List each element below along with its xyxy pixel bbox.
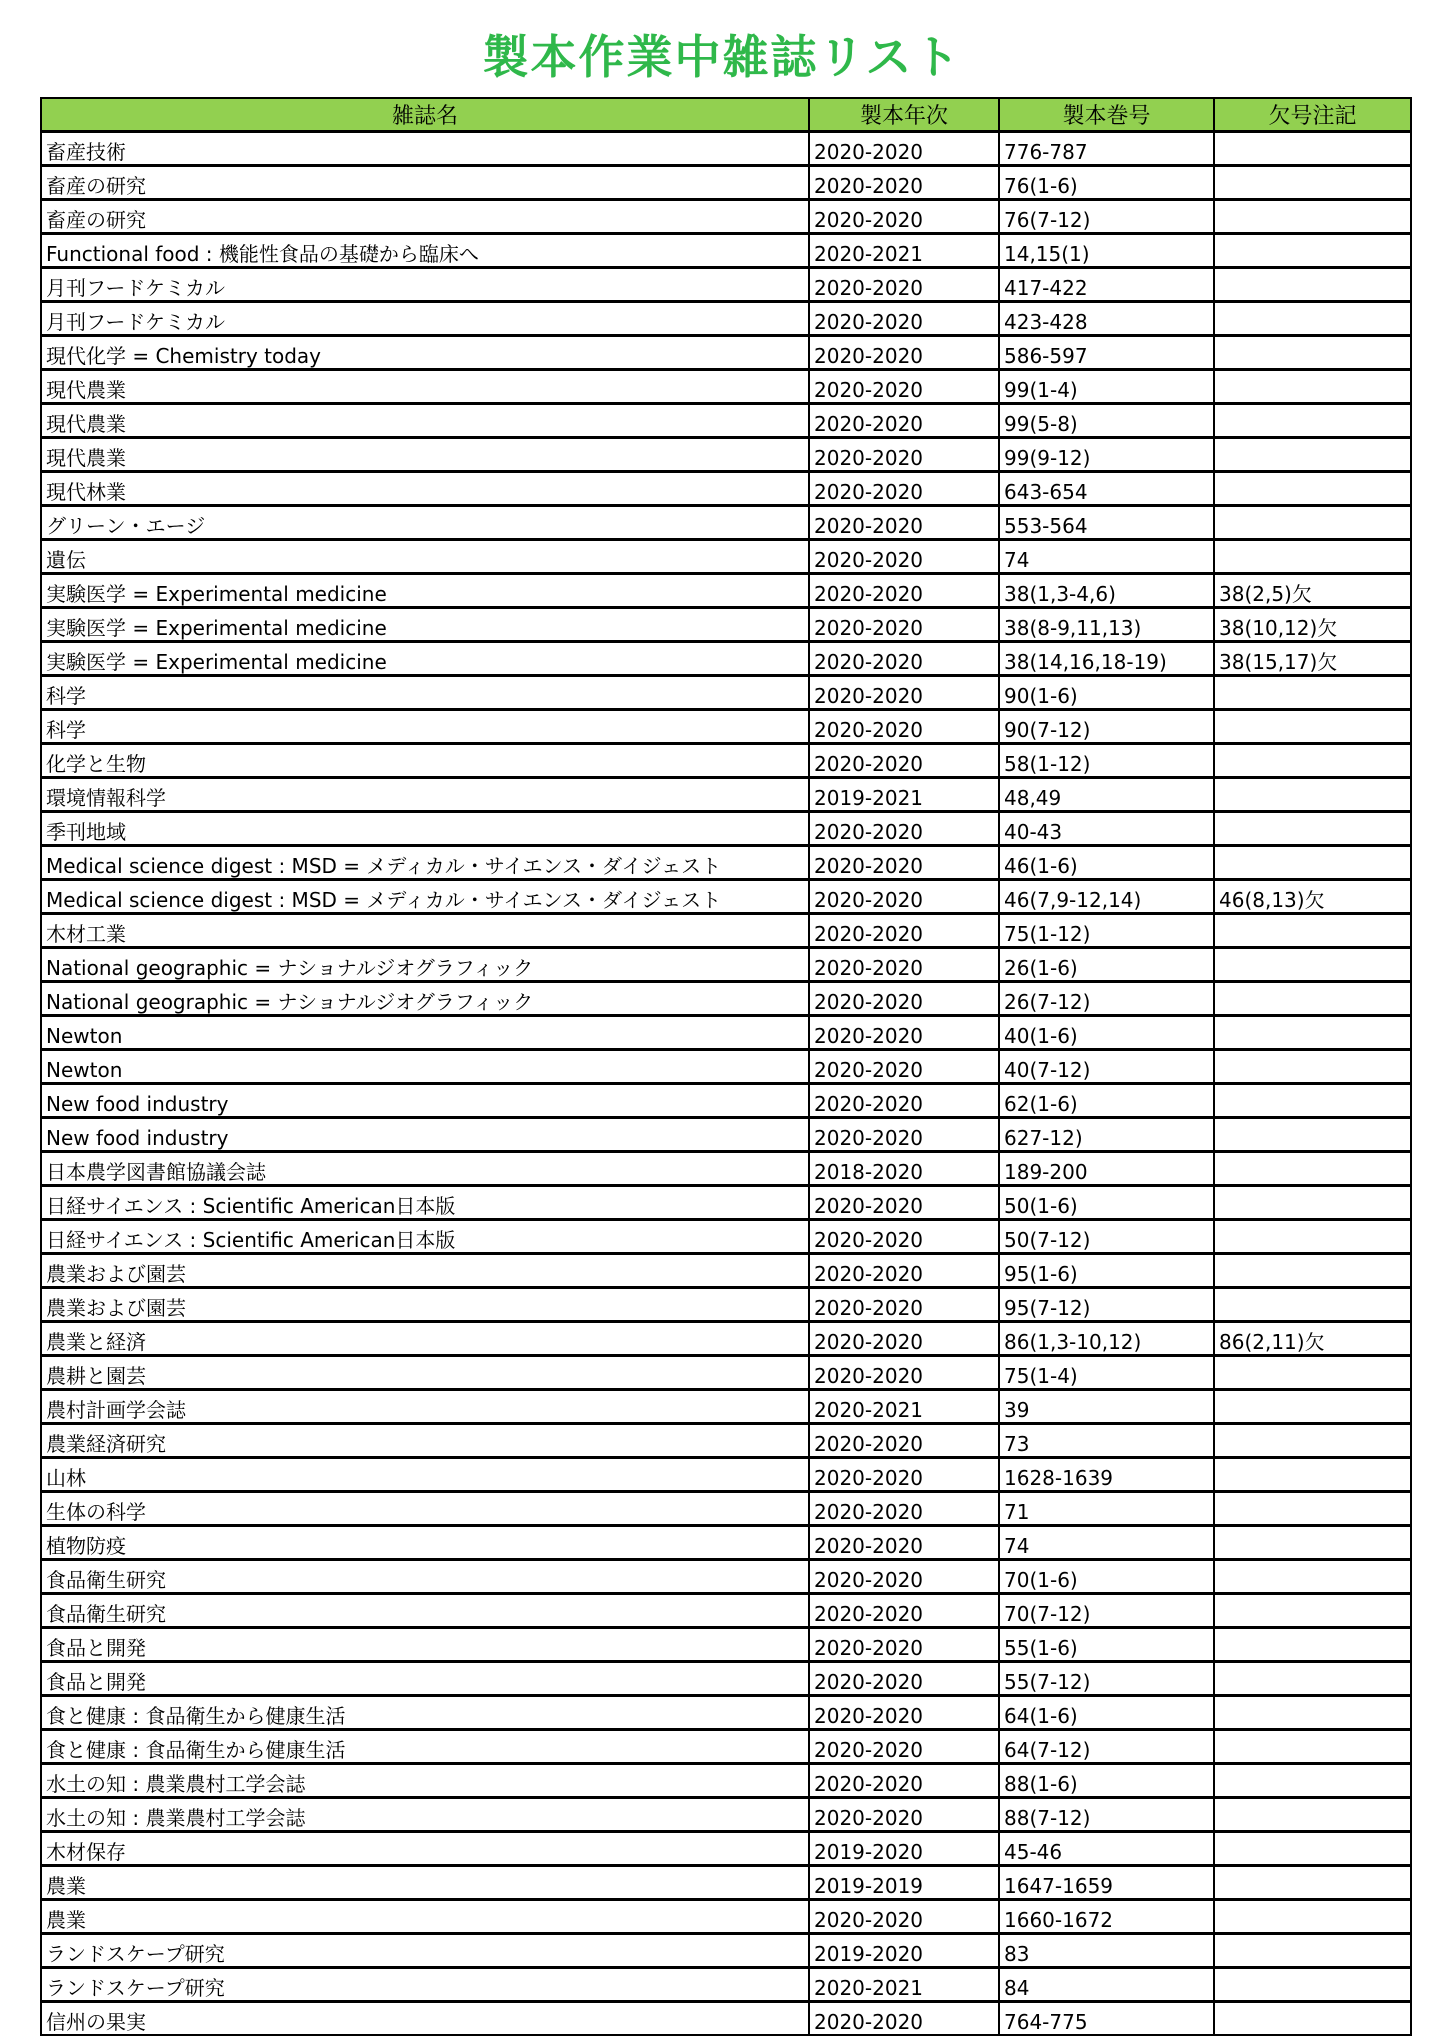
binding-year-cell: 2020-2020 [809,1492,999,1526]
missing-note-cell [1214,1798,1411,1832]
table-row [41,1322,1411,1356]
missing-note-cell [1214,200,1411,234]
binding-volume-cell: 40(1-6) [999,1016,1214,1050]
binding-volume-cell: 75(1-4) [999,1356,1214,1390]
table-header [41,98,1411,132]
journal-name-cell: 月刊フードケミカル [41,302,809,336]
journal-name-cell: 現代農業 [41,370,809,404]
table-row [41,506,1411,540]
binding-year-cell: 2020-2020 [809,1016,999,1050]
journal-name-cell: 化学と生物 [41,744,809,778]
binding-year-cell: 2020-2020 [809,1118,999,1152]
binding-year-cell: 2020-2020 [809,1424,999,1458]
table-row [41,438,1411,472]
binding-year-cell: 2019-2020 [809,1832,999,1866]
binding-volume-cell: 86(1,3-10,12) [999,1322,1214,1356]
binding-year-cell: 2020-2020 [809,1628,999,1662]
table-body [41,132,1411,2036]
journal-name-cell: 月刊フードケミカル [41,268,809,302]
table-row [41,370,1411,404]
missing-note-cell [1214,1866,1411,1900]
missing-note-cell [1214,404,1411,438]
binding-volume-cell: 417-422 [999,268,1214,302]
table-row [41,1594,1411,1628]
table-row [41,1696,1411,1730]
binding-year-cell: 2020-2020 [809,642,999,676]
journal-name-cell: ランドスケープ研究 [41,1934,809,1968]
table-row [41,1288,1411,1322]
table-row [41,744,1411,778]
binding-year-cell: 2020-2020 [809,1696,999,1730]
missing-note-cell [1214,1628,1411,1662]
missing-note-cell [1214,2002,1411,2036]
journal-name-cell: 現代農業 [41,404,809,438]
binding-volume-cell: 553-564 [999,506,1214,540]
binding-year-cell: 2020-2020 [809,336,999,370]
missing-note-cell [1214,1424,1411,1458]
journal-name-cell: 信州の果実 [41,2002,809,2036]
missing-note-cell: 38(10,12)欠 [1214,608,1411,642]
binding-year-cell: 2020-2020 [809,540,999,574]
table-row [41,1492,1411,1526]
table-row [41,472,1411,506]
binding-year-cell: 2020-2020 [809,846,999,880]
binding-year-cell: 2020-2020 [809,880,999,914]
table-row [41,914,1411,948]
missing-note-cell [1214,132,1411,166]
journal-name-cell: 日経サイエンス : Scientific American日本版 [41,1186,809,1220]
binding-volume-cell: 39 [999,1390,1214,1424]
missing-note-cell [1214,778,1411,812]
table-row [41,710,1411,744]
missing-note-cell [1214,506,1411,540]
column-header-binding-volume: 製本巻号 [999,98,1214,132]
journal-name-cell: 生体の科学 [41,1492,809,1526]
missing-note-cell [1214,1696,1411,1730]
journal-name-cell: 実験医学 = Experimental medicine [41,642,809,676]
binding-year-cell: 2020-2020 [809,200,999,234]
binding-volume-cell: 764-775 [999,2002,1214,2036]
binding-volume-cell: 99(5-8) [999,404,1214,438]
table-row [41,574,1411,608]
binding-year-cell: 2020-2020 [809,268,999,302]
missing-note-cell [1214,1152,1411,1186]
binding-volume-cell: 84 [999,1968,1214,2002]
journal-name-cell: 科学 [41,676,809,710]
binding-volume-cell: 40-43 [999,812,1214,846]
binding-volume-cell: 26(1-6) [999,948,1214,982]
binding-volume-cell: 90(1-6) [999,676,1214,710]
binding-volume-cell: 64(7-12) [999,1730,1214,1764]
journal-name-cell: 植物防疫 [41,1526,809,1560]
binding-year-cell: 2020-2020 [809,1662,999,1696]
table-row [41,1050,1411,1084]
journal-name-cell: 木材工業 [41,914,809,948]
journal-name-cell: 農村計画学会誌 [41,1390,809,1424]
binding-volume-cell: 76(1-6) [999,166,1214,200]
table-row [41,1628,1411,1662]
table-row [41,846,1411,880]
journal-name-cell: 農業および園芸 [41,1288,809,1322]
journal-name-cell: 現代林業 [41,472,809,506]
missing-note-cell [1214,438,1411,472]
binding-volume-cell: 55(7-12) [999,1662,1214,1696]
table-row [41,336,1411,370]
column-header-journal-name: 雑誌名 [41,98,809,132]
missing-note-cell [1214,370,1411,404]
table-row [41,1832,1411,1866]
journal-name-cell: 環境情報科学 [41,778,809,812]
binding-year-cell: 2020-2020 [809,506,999,540]
missing-note-cell [1214,1764,1411,1798]
binding-volume-cell: 50(1-6) [999,1186,1214,1220]
binding-volume-cell: 74 [999,1526,1214,1560]
journal-name-cell: 水土の知 : 農業農村工学会誌 [41,1798,809,1832]
binding-volume-cell: 95(7-12) [999,1288,1214,1322]
binding-volume-cell: 643-654 [999,472,1214,506]
journal-name-cell: 日経サイエンス : Scientific American日本版 [41,1220,809,1254]
binding-year-cell: 2018-2020 [809,1152,999,1186]
table-row [41,1118,1411,1152]
missing-note-cell [1214,1050,1411,1084]
binding-volume-cell: 38(8-9,11,13) [999,608,1214,642]
journal-name-cell: 食品と開発 [41,1662,809,1696]
binding-volume-cell: 189-200 [999,1152,1214,1186]
table-row [41,1866,1411,1900]
missing-note-cell [1214,1900,1411,1934]
page-title: 製本作業中雑誌リスト [482,30,962,84]
journal-name-cell: 食品衛生研究 [41,1560,809,1594]
missing-note-cell [1214,1832,1411,1866]
missing-note-cell [1214,744,1411,778]
table-row [41,812,1411,846]
binding-year-cell: 2020-2020 [809,1798,999,1832]
binding-year-cell: 2019-2021 [809,778,999,812]
binding-volume-cell: 627-12) [999,1118,1214,1152]
binding-year-cell: 2020-2020 [809,1764,999,1798]
missing-note-cell [1214,1594,1411,1628]
missing-note-cell: 46(8,13)欠 [1214,880,1411,914]
journal-name-cell: New food industry [41,1084,809,1118]
journal-name-cell: Newton [41,1016,809,1050]
binding-volume-cell: 71 [999,1492,1214,1526]
missing-note-cell [1214,1458,1411,1492]
table-row [41,2002,1411,2036]
journal-name-cell: 食品衛生研究 [41,1594,809,1628]
binding-year-cell: 2019-2020 [809,1934,999,1968]
missing-note-cell [1214,1084,1411,1118]
journal-name-cell: Newton [41,1050,809,1084]
missing-note-cell [1214,1560,1411,1594]
binding-year-cell: 2020-2020 [809,948,999,982]
binding-volume-cell: 99(9-12) [999,438,1214,472]
binding-year-cell: 2020-2020 [809,438,999,472]
binding-volume-cell: 50(7-12) [999,1220,1214,1254]
binding-volume-cell: 48,49 [999,778,1214,812]
journal-name-cell: National geographic = ナショナルジオグラフィック [41,948,809,982]
binding-volume-cell: 74 [999,540,1214,574]
journal-name-cell: 食と健康 : 食品衛生から健康生活 [41,1730,809,1764]
binding-year-cell: 2020-2020 [809,914,999,948]
table-row [41,676,1411,710]
table-row [41,1900,1411,1934]
binding-volume-cell: 64(1-6) [999,1696,1214,1730]
missing-note-cell: 38(15,17)欠 [1214,642,1411,676]
journal-name-cell: 農業経済研究 [41,1424,809,1458]
missing-note-cell [1214,1356,1411,1390]
binding-volume-cell: 38(14,16,18-19) [999,642,1214,676]
table-row [41,1662,1411,1696]
journal-name-cell: 農業および園芸 [41,1254,809,1288]
table-row [41,1730,1411,1764]
journal-name-cell: 日本農学図書館協議会誌 [41,1152,809,1186]
table-row [41,200,1411,234]
table-row [41,268,1411,302]
binding-volume-cell: 1647-1659 [999,1866,1214,1900]
journal-name-cell: 食と健康 : 食品衛生から健康生活 [41,1696,809,1730]
missing-note-cell [1214,1934,1411,1968]
missing-note-cell [1214,1118,1411,1152]
binding-year-cell: 2020-2020 [809,744,999,778]
binding-year-cell: 2020-2020 [809,676,999,710]
journal-name-cell: 現代化学 = Chemistry today [41,336,809,370]
table-row [41,1424,1411,1458]
missing-note-cell [1214,302,1411,336]
journal-list-table [40,97,1412,2036]
missing-note-cell [1214,1390,1411,1424]
binding-year-cell: 2020-2020 [809,1900,999,1934]
binding-volume-cell: 776-787 [999,132,1214,166]
header-row [41,98,1411,132]
missing-note-cell [1214,1016,1411,1050]
binding-year-cell: 2020-2020 [809,1594,999,1628]
binding-year-cell: 2020-2020 [809,132,999,166]
binding-year-cell: 2020-2020 [809,1084,999,1118]
binding-volume-cell: 1660-1672 [999,1900,1214,1934]
binding-volume-cell: 55(1-6) [999,1628,1214,1662]
binding-volume-cell: 1628-1639 [999,1458,1214,1492]
missing-note-cell [1214,812,1411,846]
binding-volume-cell: 58(1-12) [999,744,1214,778]
binding-volume-cell: 586-597 [999,336,1214,370]
binding-year-cell: 2020-2021 [809,1968,999,2002]
binding-year-cell: 2020-2021 [809,234,999,268]
journal-name-cell: 畜産技術 [41,132,809,166]
journal-name-cell: グリーン・エージ [41,506,809,540]
binding-year-cell: 2020-2020 [809,574,999,608]
table-row [41,608,1411,642]
binding-volume-cell: 90(7-12) [999,710,1214,744]
table-row [41,1152,1411,1186]
journal-name-cell: 木材保存 [41,1832,809,1866]
missing-note-cell [1214,1526,1411,1560]
binding-year-cell: 2020-2020 [809,812,999,846]
journal-name-cell: 農業 [41,1866,809,1900]
binding-year-cell: 2020-2020 [809,166,999,200]
table-row [41,1390,1411,1424]
table-row [41,234,1411,268]
journal-name-cell: 水土の知 : 農業農村工学会誌 [41,1764,809,1798]
journal-name-cell: 科学 [41,710,809,744]
table-row [41,1220,1411,1254]
binding-year-cell: 2020-2020 [809,1560,999,1594]
table-row [41,1526,1411,1560]
table-row [41,1934,1411,1968]
table-row [41,1186,1411,1220]
binding-year-cell: 2020-2020 [809,1356,999,1390]
binding-year-cell: 2020-2020 [809,1220,999,1254]
table-row [41,1560,1411,1594]
binding-volume-cell: 95(1-6) [999,1254,1214,1288]
binding-volume-cell: 38(1,3-4,6) [999,574,1214,608]
table-row [41,1356,1411,1390]
binding-year-cell: 2020-2020 [809,472,999,506]
column-header-binding-year: 製本年次 [809,98,999,132]
table-row [41,880,1411,914]
binding-volume-cell: 423-428 [999,302,1214,336]
journal-name-cell: New food industry [41,1118,809,1152]
binding-volume-cell: 46(1-6) [999,846,1214,880]
missing-note-cell [1214,1220,1411,1254]
missing-note-cell [1214,540,1411,574]
journal-name-cell: 農耕と園芸 [41,1356,809,1390]
missing-note-cell [1214,234,1411,268]
journal-name-cell: Medical science digest : MSD = メディカル・サイエンス・ダイジェスト [41,846,809,880]
journal-name-cell: 実験医学 = Experimental medicine [41,608,809,642]
journal-name-cell: 畜産の研究 [41,200,809,234]
binding-volume-cell: 26(7-12) [999,982,1214,1016]
binding-year-cell: 2020-2020 [809,1458,999,1492]
binding-year-cell: 2020-2020 [809,302,999,336]
binding-year-cell: 2020-2020 [809,1186,999,1220]
missing-note-cell [1214,914,1411,948]
missing-note-cell [1214,1254,1411,1288]
binding-year-cell: 2020-2020 [809,1322,999,1356]
binding-year-cell: 2019-2019 [809,1866,999,1900]
binding-year-cell: 2020-2021 [809,1390,999,1424]
journal-name-cell: 季刊地域 [41,812,809,846]
binding-volume-cell: 76(7-12) [999,200,1214,234]
table-row [41,982,1411,1016]
table-row [41,540,1411,574]
table-row [41,404,1411,438]
missing-note-cell [1214,1968,1411,2002]
missing-note-cell [1214,1186,1411,1220]
journal-name-cell: 遺伝 [41,540,809,574]
column-header-missing-note: 欠号注記 [1214,98,1411,132]
binding-volume-cell: 73 [999,1424,1214,1458]
missing-note-cell [1214,166,1411,200]
binding-year-cell: 2020-2020 [809,2002,999,2036]
binding-volume-cell: 14,15(1) [999,234,1214,268]
journal-name-cell: National geographic = ナショナルジオグラフィック [41,982,809,1016]
missing-note-cell [1214,948,1411,982]
table-row [41,1084,1411,1118]
table-row [41,1764,1411,1798]
binding-volume-cell: 70(7-12) [999,1594,1214,1628]
binding-volume-cell: 40(7-12) [999,1050,1214,1084]
binding-volume-cell: 83 [999,1934,1214,1968]
binding-year-cell: 2020-2020 [809,982,999,1016]
table-row [41,948,1411,982]
missing-note-cell [1214,846,1411,880]
binding-year-cell: 2020-2020 [809,404,999,438]
missing-note-cell [1214,710,1411,744]
binding-year-cell: 2020-2020 [809,370,999,404]
missing-note-cell: 86(2,11)欠 [1214,1322,1411,1356]
missing-note-cell [1214,982,1411,1016]
binding-year-cell: 2020-2020 [809,710,999,744]
journal-name-cell: 畜産の研究 [41,166,809,200]
journal-name-cell: 農業と経済 [41,1322,809,1356]
table-row [41,1016,1411,1050]
journal-name-cell: Medical science digest : MSD = メディカル・サイエンス・ダイジェスト [41,880,809,914]
binding-year-cell: 2020-2020 [809,1254,999,1288]
table-row [41,132,1411,166]
journal-name-cell: 食品と開発 [41,1628,809,1662]
missing-note-cell [1214,268,1411,302]
table-row [41,778,1411,812]
table-row [41,1968,1411,2002]
binding-volume-cell: 88(7-12) [999,1798,1214,1832]
journal-name-cell: 実験医学 = Experimental medicine [41,574,809,608]
binding-volume-cell: 88(1-6) [999,1764,1214,1798]
binding-year-cell: 2020-2020 [809,1526,999,1560]
table-row [41,642,1411,676]
journal-name-cell: Functional food : 機能性食品の基礎から臨床へ [41,234,809,268]
missing-note-cell [1214,472,1411,506]
table-row [41,1798,1411,1832]
journal-name-cell: 現代農業 [41,438,809,472]
missing-note-cell [1214,1492,1411,1526]
binding-year-cell: 2020-2020 [809,1730,999,1764]
missing-note-cell [1214,1288,1411,1322]
missing-note-cell [1214,336,1411,370]
binding-volume-cell: 46(7,9-12,14) [999,880,1214,914]
journal-name-cell: 農業 [41,1900,809,1934]
missing-note-cell [1214,676,1411,710]
journal-name-cell: 山林 [41,1458,809,1492]
binding-volume-cell: 45-46 [999,1832,1214,1866]
missing-note-cell [1214,1662,1411,1696]
table-row [41,1458,1411,1492]
binding-volume-cell: 75(1-12) [999,914,1214,948]
missing-note-cell [1214,1730,1411,1764]
table-row [41,302,1411,336]
table-row [41,166,1411,200]
binding-volume-cell: 99(1-4) [999,370,1214,404]
journal-name-cell: ランドスケープ研究 [41,1968,809,2002]
binding-volume-cell: 62(1-6) [999,1084,1214,1118]
missing-note-cell: 38(2,5)欠 [1214,574,1411,608]
binding-year-cell: 2020-2020 [809,1288,999,1322]
binding-year-cell: 2020-2020 [809,1050,999,1084]
binding-year-cell: 2020-2020 [809,608,999,642]
binding-volume-cell: 70(1-6) [999,1560,1214,1594]
table-row [41,1254,1411,1288]
